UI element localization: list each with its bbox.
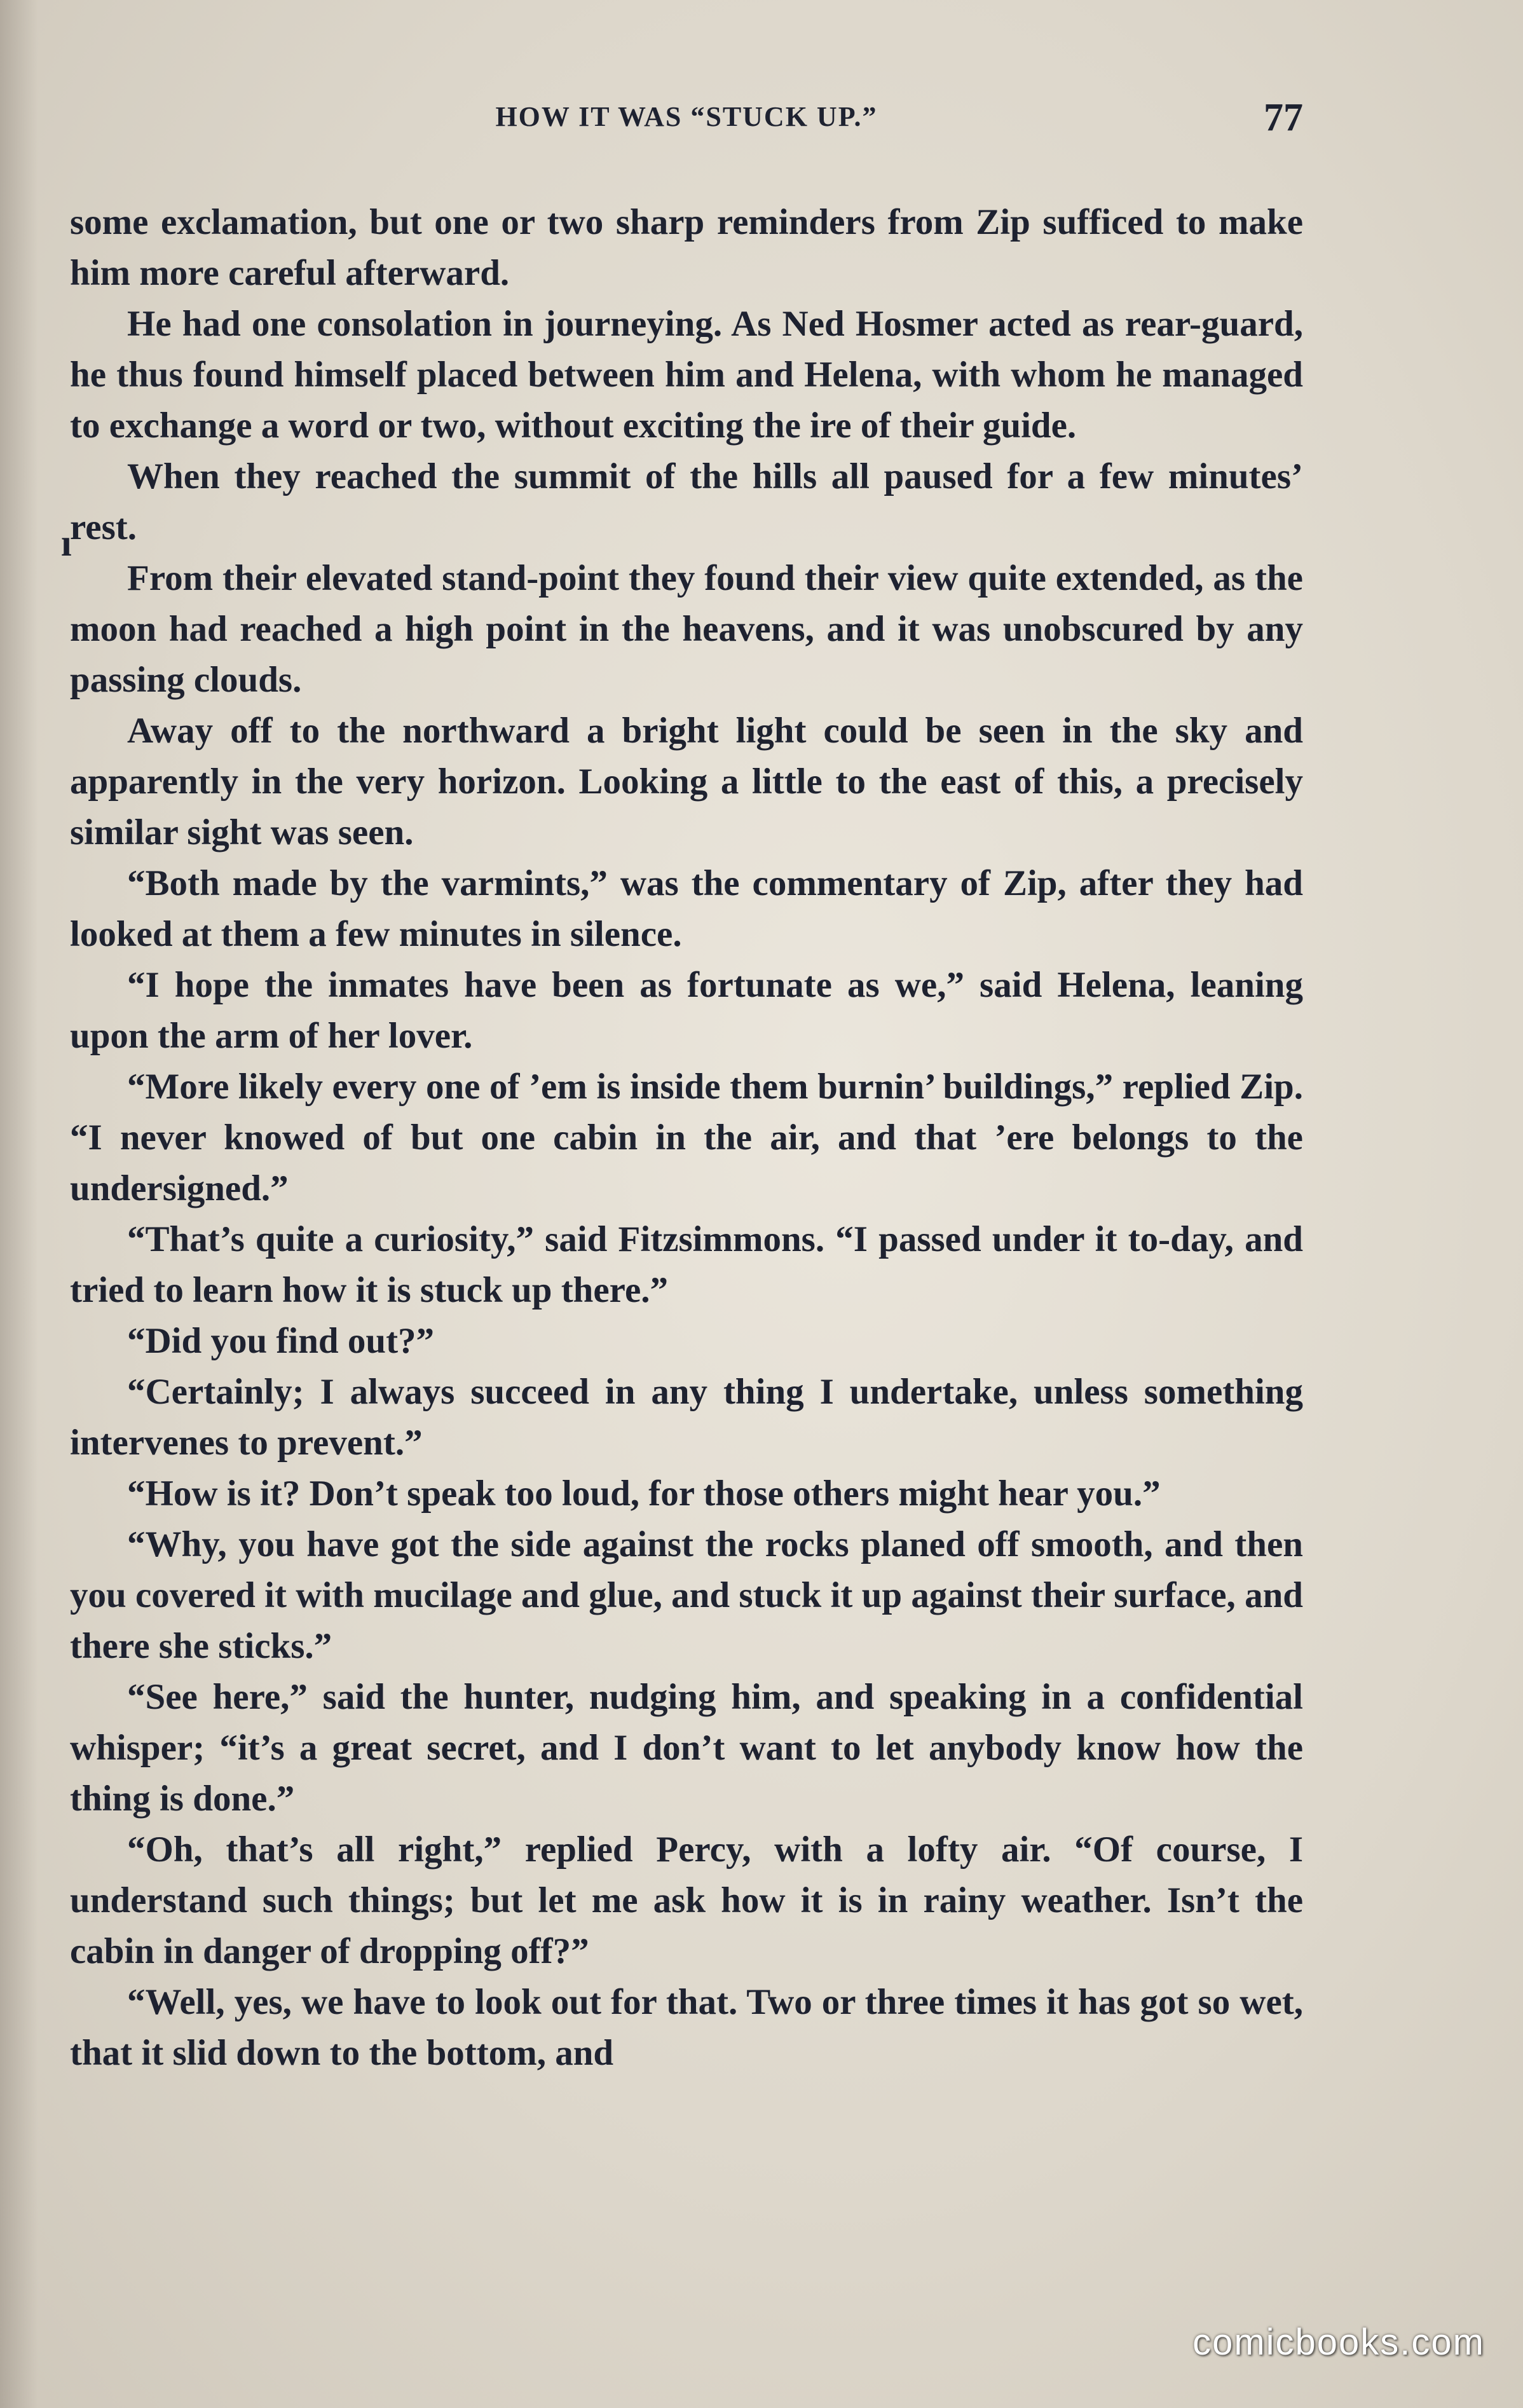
running-title: HOW IT WAS “STUCK UP.” xyxy=(495,101,878,132)
paragraph: some exclamation, but one or two sharp reminders from Zip sufficed to make him more careful afterward. xyxy=(70,202,1303,293)
page-number: 77 xyxy=(1264,96,1303,139)
paragraph: “Oh, that’s all right,” replied Percy, with a lofty air. “Of course, I understand such things; but let me ask how it is in rainy weather. Isn’t the cabin in danger of dropping off?” xyxy=(70,1830,1303,1971)
page-header xyxy=(70,95,1303,153)
margin-mark: ı xyxy=(61,522,72,564)
paragraph: “More likely every one of ’em is inside them burnin’ buildings,” replied Zip. “I never knowed of but one cabin in the air, and that ’ere belongs to the undersigned.” xyxy=(70,1067,1303,1208)
paragraph: “How is it? Don’t speak too loud, for those others might hear you.” xyxy=(127,1474,1161,1514)
paragraph: “See here,” said the hunter, nudging him, and speaking in a confidential whisper; “it’s a great secret, and I don’t want to let anybody know how the thing is done.” xyxy=(70,1677,1303,1819)
paragraph: “Well, yes, we have to look out for that. Two or three times it has got so wet, that it slid down to the bottom, and xyxy=(70,1982,1303,2073)
paragraph: Away off to the northward a bright light could be seen in the sky and apparently in the very horizon. Looking a little to the east of this, a precisely similar sight was seen. xyxy=(70,711,1303,852)
paragraph: From their elevated stand-point they found their view quite extended, as the moon had reached a high point in the heavens, and it was unobscured by any passing clouds. xyxy=(70,558,1303,700)
paragraph: “That’s quite a curiosity,” said Fitzsimmons. “I passed under it to-day, and tried to learn how it is stuck up there.” xyxy=(70,1219,1303,1310)
paragraph: “Why, you have got the side against the rocks planed off smooth, and then you covered it with mucilage and glue, and stuck it up against their surface, and there she sticks.” xyxy=(70,1524,1303,1666)
spine-shadow xyxy=(0,0,38,2408)
paragraph: “Both made by the varmints,” was the commentary of Zip, after they had looked at them a few minutes in silence. xyxy=(70,863,1303,954)
paragraph: “Did you find out?” xyxy=(127,1321,435,1361)
watermark-text: comicbooks.com xyxy=(1192,2322,1485,2363)
paragraph: “I hope the inmates have been as fortunate as we,” said Helena, leaning upon the arm of her lover. xyxy=(70,965,1303,1056)
body-text xyxy=(70,197,1303,2079)
paragraph: “Certainly; I always succeed in any thing I undertake, unless something intervenes to prevent.” xyxy=(70,1372,1303,1463)
paragraph: He had one consolation in journeying. As Ned Hosmer acted as rear-guard, he thus found himself placed between him and Helena, with whom he managed to exchange a word or two, without exciting the ire of their guide. xyxy=(70,304,1303,446)
paragraph: When they reached the summit of the hills all paused for a few minutes’ rest. xyxy=(70,456,1303,547)
